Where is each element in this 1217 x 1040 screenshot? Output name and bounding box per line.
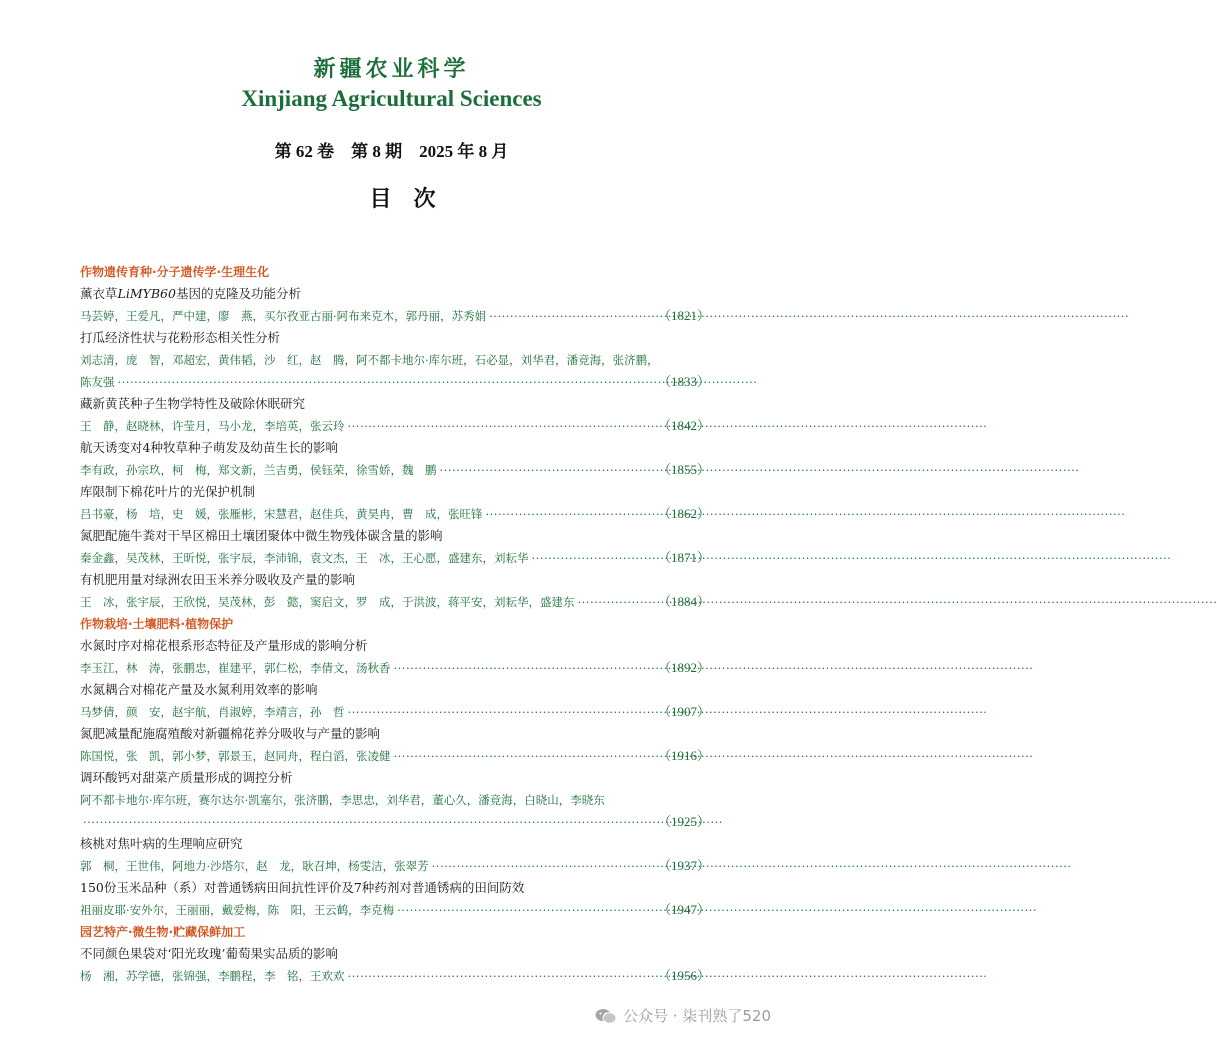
dot-leader [532,547,655,569]
author-line: 阿不都卡地尔·库尔班，赛尔达尔·凯塞尔，张济鹏，李思忠，刘华君，董心久，潘竞海，白晓山，李晓东 [80,793,605,807]
table-of-contents [80,261,710,987]
article-authors [80,745,710,767]
page-number[interactable]: （1892） [657,660,710,675]
author-line [80,701,710,723]
author-line [80,459,710,481]
author-line [80,547,710,569]
page-number[interactable]: （1907） [657,704,710,719]
article-authors [80,701,710,723]
article-authors [80,503,710,525]
article-title[interactable]: 氮肥配施牛粪对干旱区棉田土壤团聚体中微生物残体碳含量的影响 [80,528,443,543]
author-line: 刘志清，庞 智，邓超宏，黄伟韬，沙 红，赵 腾，阿不都卡地尔·库尔班，石必显，刘华君，潘竞海，张济鹏， [80,353,659,367]
dot-leader [486,503,655,525]
dot-leader [432,855,655,877]
dot-leader [394,745,655,767]
journal-title-en: Xinjiang Agricultural Sciences [241,86,542,111]
dot-leader [578,591,655,613]
page-number[interactable]: （1842） [657,418,710,433]
article-title[interactable]: 有机肥用量对绿洲农田玉米养分吸收及产量的影响 [80,572,356,587]
author-line [80,657,710,679]
article-title[interactable]: 150份玉米品种（系）对普通锈病田间抗性评价及7种药剂对普通锈病的田间防效 [80,880,525,895]
article-authors [80,591,710,613]
article-authors [80,657,710,679]
watermark [595,1005,771,1026]
article-title[interactable] [80,283,710,305]
article-authors [80,459,710,481]
watermark-text: 公众号 · 柒刊熟了520 [623,1007,771,1025]
author-names: 李玉江，林 涛，张鹏忠，崔建平，郭仁松，李倩文，汤秋香 [80,661,391,675]
author-names: 吕书豪，杨 培，史 媛，张雁彬，宋慧君，赵佳兵，黄昊冉，曹 成，张旺锋 [80,507,483,521]
article-authors [80,855,710,877]
dot-leader [440,459,655,481]
dot-leader [348,965,655,987]
page-number[interactable]: （1884） [657,594,710,609]
author-names: 杨 湘，苏学德，张锦强，李鹏程，李 铭，王欢欢 [80,969,345,983]
author-line [80,811,710,833]
author-names: 马芸婷，王爱凡，严中建，廖 燕，买尔孜亚古丽·阿布来克木，郭丹丽，苏秀娟 [80,309,487,323]
article-title[interactable]: 水氮耦合对棉花产量及水氮利用效率的影响 [80,682,318,697]
page-number[interactable]: （1855） [657,462,710,477]
toc-heading: 目次 [369,187,458,212]
author-names: 祖丽皮耶·安外尔，王丽丽，戴爱梅，陈 阳，王云鹤，李克梅 [80,903,395,917]
dot-leader [118,371,655,393]
journal-title-cn: 新疆农业科学 [313,57,470,82]
author-line [80,899,710,921]
author-names: 李有政，孙宗玖，柯 梅，郑文新，兰吉勇，侯钰荣，徐雪娇，魏 鹏 [80,463,437,477]
article-title[interactable]: 氮肥减量配施腐殖酸对新疆棉花养分吸收与产量的影响 [80,726,381,741]
wechat-icon [595,1008,617,1024]
article-authors [80,965,710,987]
author-names: 马梦倩，颜 安，赵宇航，肖淑婷，李靖言，孙 哲 [80,705,345,719]
author-names: 秦金鑫，吴茂林，王昕悦，张宇辰，李沛锦，袁文杰，王 冰，王心愿，盛建东，刘耘华 [80,551,529,565]
dot-leader [348,701,655,723]
author-names: 郭 桐，王世伟，阿地力·沙塔尔，赵 龙，耿召坤，杨雯洁，张翠芳 [80,859,429,873]
author-names: 陈国悦，张 凯，郭小梦，郭景玉，赵同舟，程白滔，张凌健 [80,749,391,763]
article-title-part: 基因的克隆及功能分析 [175,286,301,301]
article-authors [80,349,710,393]
author-line [80,591,710,613]
article-title[interactable]: 不同颜色果袋对‘阳光玫瑰’葡萄果实品质的影响 [80,946,338,961]
author-names: 王 冰，张宇辰，王欣悦，吴茂林，彭 懿，窦启文，罗 成，于洪波，蒋平安，刘耘华，盛建东 [80,595,575,609]
article-authors [80,415,710,437]
section-heading: 园艺特产·微生物·贮藏保鲜加工 [80,925,246,939]
article-title[interactable]: 库限制下棉花叶片的光保护机制 [80,484,256,499]
dot-leader [83,811,655,833]
article-authors [80,305,710,327]
author-names: 陈友强 [80,375,115,389]
page-number[interactable]: （1871） [657,550,710,565]
article-title-part: 薰衣草 [80,286,118,301]
dot-leader [394,657,655,679]
article-title[interactable]: 核桃对焦叶病的生理响应研究 [80,836,243,851]
page-number[interactable]: （1862） [657,506,710,521]
article-authors [80,899,710,921]
author-line [80,965,710,987]
dot-leader [348,415,655,437]
article-title[interactable]: 航天诱变对4种牧草种子萌发及幼苗生长的影响 [80,440,338,455]
page-number[interactable]: （1947） [657,902,710,917]
author-line [80,305,710,327]
page-number[interactable]: （1937） [657,858,710,873]
author-line [80,415,710,437]
article-title[interactable]: 调环酸钙对甜菜产质量形成的调控分析 [80,770,293,785]
gene-name: LiMYB60 [117,286,176,301]
dot-leader [489,305,655,327]
author-line [80,371,710,393]
page-number[interactable]: （1925） [657,814,710,829]
article-authors [80,547,710,569]
section-heading: 作物栽培·土壤肥料·植物保护 [80,617,234,631]
article-authors [80,789,710,833]
page-number[interactable]: （1956） [657,968,710,983]
article-title[interactable]: 打瓜经济性状与花粉形态相关性分析 [80,330,281,345]
article-title[interactable]: 藏新黄芪种子生物学特性及破除休眠研究 [80,396,306,411]
page-number[interactable]: （1833） [657,374,710,389]
section-heading: 作物遗传育种·分子遗传学·生理生化 [80,265,270,279]
article-title[interactable]: 水氮时序对棉花根系形态特征及产量形成的影响分析 [80,638,368,653]
page-number[interactable]: （1821） [657,308,710,323]
author-line [80,503,710,525]
dot-leader [397,899,655,921]
author-line [80,745,710,767]
page-number[interactable]: （1916） [657,748,710,763]
author-line [80,855,710,877]
author-names: 王 静，赵晓林，许莹月，马小龙，李培英，张云玲 [80,419,345,433]
issue-info: 第 62 卷 第 8 期 2025 年 8 月 [274,142,509,161]
